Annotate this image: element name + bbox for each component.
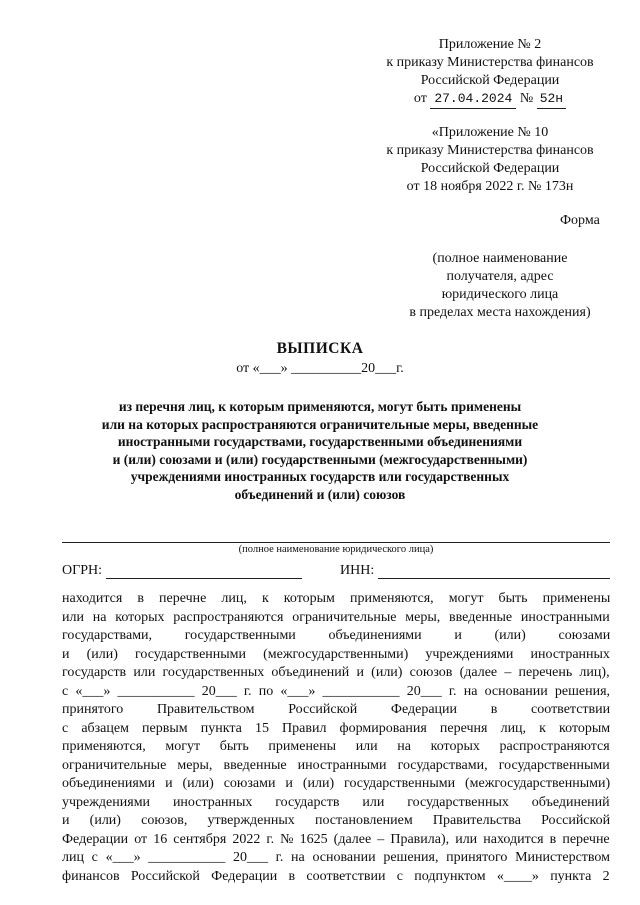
body-line: принятого Правительством Российской Федерации в соответствии <box>62 702 611 717</box>
recipient-line-2: получателя, адрес <box>446 269 554 284</box>
quoted-line-3: Российской Федерации <box>420 161 560 176</box>
body-line: и (или) государственными (межгосударственными) учреждениями иностранных <box>62 646 610 662</box>
body-line: находится в перечне лиц, к которым применяются, могут быть применены <box>62 591 611 606</box>
quoted-appendix <box>362 124 618 196</box>
appendix-header <box>362 36 618 109</box>
quoted-line-1: «Приложение № 10 <box>431 125 549 140</box>
appendix-line-2: к приказу Министерства финансов <box>386 55 594 70</box>
legal-entity-caption: (полное наименование юридического лица) <box>238 544 434 555</box>
order-number: 52н <box>537 90 566 109</box>
body-line: и (или) союзов, утвержденных постановлением Правительства Российской <box>62 813 611 828</box>
body-line: с абзацем первым пункта 15 Правил формирования перечня лиц, к которым <box>62 720 611 736</box>
page-title: ВЫПИСКА <box>276 340 364 357</box>
recipient-block <box>392 250 608 322</box>
form-label: Форма <box>560 213 600 228</box>
subtitle-line-3: иностранными государствами, государственными объединениями <box>117 434 523 449</box>
subtitle-line-6: объединений и (или) союзов <box>234 486 406 502</box>
appendix-date-line <box>362 90 618 109</box>
number-prefix: № <box>519 91 534 106</box>
body-line: финансов Российской Федерации в соответствии с подпунктом «____» пункта 2 <box>62 868 610 884</box>
legal-entity-line <box>62 542 610 543</box>
ogrn-label: ОГРН: <box>62 563 102 578</box>
body-line: государств или государственных объединений и (или) союзов (далее – перечень лиц), <box>62 665 610 680</box>
quoted-line-2: к приказу Министерства финансов <box>386 143 594 158</box>
body-line: лиц с «___» ___________ 20___ г. на основании решения, принятого Министерством <box>62 850 611 865</box>
appendix-line-1: Приложение № 2 <box>438 37 542 52</box>
body-line: ограничительные меры, введенные иностранными государствами, государственными <box>62 757 610 773</box>
body-line: учреждениями иностранных государств или государственных объединений <box>62 794 610 810</box>
inn-line <box>378 578 610 579</box>
body-line: с «___» ___________ 20___ г. по «___» ___________ 20___ г. на основании решения, <box>62 683 611 699</box>
body-line: Федерации от 16 сентября 2022 г. № 1625 (далее – Правила), или находится в перечне <box>62 831 610 847</box>
subtitle-line-5: учреждениями иностранных государств или государственных <box>130 469 510 484</box>
quoted-line-4: от 18 ноября 2022 г. № 173н <box>406 179 574 194</box>
date-prefix: от <box>413 91 427 106</box>
appendix-line-3: Российской Федерации <box>420 73 560 88</box>
recipient-line-3: юридического лица <box>441 287 559 302</box>
body-line: или на которых распространяются ограничительные меры, введенные иностранными <box>62 609 610 625</box>
inn-label: ИНН: <box>340 563 375 578</box>
subtitle-line-2: или на которых распространяются ограничительные меры, введенные <box>101 416 539 432</box>
title-date: от «___» __________20___г. <box>236 361 404 376</box>
body-line: применяются, могут быть применены или на которых распространяются <box>62 739 610 754</box>
subtitle-line-1: из перечня лиц, к которым применяются, могут быть применены <box>118 399 522 414</box>
ogrn-line <box>106 578 302 579</box>
body-line: государствами, государственными объединениями и (или) союзами <box>62 628 611 643</box>
order-date: 27.04.2024 <box>430 90 516 109</box>
subtitle <box>80 398 560 503</box>
body-line: объединениями и (или) союзами и (или) государственными (межгосударственными) <box>62 776 611 791</box>
recipient-line-1: (полное наименование <box>432 251 568 266</box>
recipient-line-4: в пределах места нахождения) <box>409 305 591 320</box>
subtitle-line-4: и (или) союзами и (или) государственными (межгосударственными) <box>112 451 528 467</box>
